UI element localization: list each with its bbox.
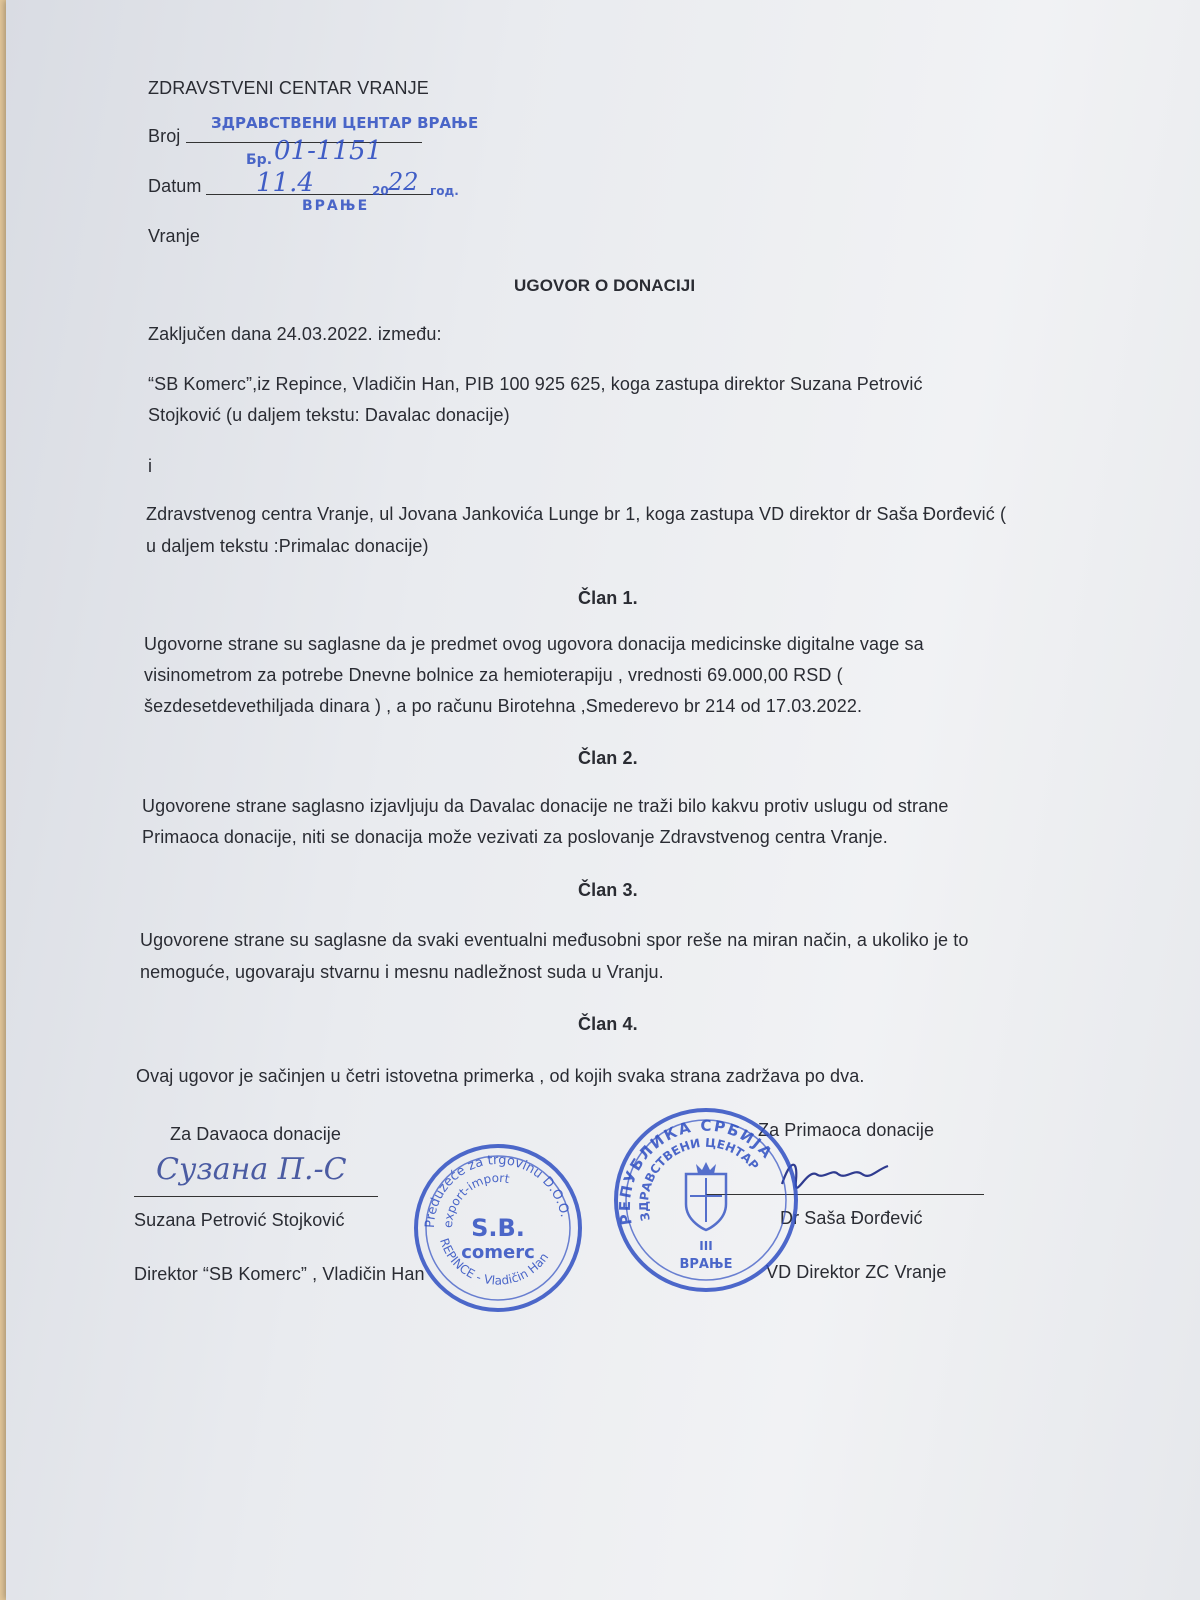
conjunction: i	[148, 456, 153, 476]
zc-stamp-numeral: III	[699, 1239, 713, 1253]
article3-line1: Ugovorene strane su saglasne da svaki eventualni međusobni spor reše na miran način, a ukoliko je to	[140, 930, 969, 950]
article4-heading: Član 4.	[578, 1014, 638, 1034]
sb-stamp-center2: comerc	[461, 1242, 535, 1263]
recipient-name: Dr Saša Đorđević	[780, 1208, 923, 1228]
recipient-for-label: Za Primaoca donacije	[758, 1120, 935, 1140]
article1-line2: visinometrom za potrebe Dnevne bolnice za hemioterapiju , vrednosti 69.000,00 RSD (	[144, 665, 843, 685]
party1-line1: “SB Komerc”,iz Repince, Vladičin Han, PIB 100 925 625, koga zastupa direktor Suzana Petrović	[148, 374, 923, 394]
zc-stamp-outer-text: РЕПУБЛИКА СРБИЈА	[615, 1116, 777, 1227]
registry-stamp-year: 22	[388, 168, 419, 196]
donor-title: Direktor “SB Komerc” , Vladičin Han	[134, 1264, 425, 1284]
datum-label: Datum	[148, 176, 202, 196]
donor-signature: Сузана П.-С	[156, 1152, 347, 1187]
party2-line2: u daljem tekstu :Primalac donacije)	[146, 536, 429, 556]
coat-of-arms-icon	[686, 1162, 726, 1230]
zc-stamp-city: ВРАЊЕ	[679, 1257, 733, 1272]
sb-stamp-inner-text: export-import	[440, 1170, 511, 1229]
intro-text: Zaključen dana 24.03.2022. između:	[148, 324, 442, 344]
donor-signature-line	[134, 1196, 378, 1197]
sb-komerc-stamp	[410, 1140, 586, 1316]
zc-stamp-inner-text: ЗДРАВСТВЕНИ ЦЕНТАР	[636, 1135, 762, 1223]
donor-name: Suzana Petrović Stojković	[134, 1210, 345, 1230]
registry-stamp-institution: ЗДРАВСТВЕНИ ЦЕНТАР ВРАЊЕ	[211, 114, 479, 132]
article1-line1: Ugovorne strane su saglasne da je predmet ovog ugovora donacija medicinske digitalne vage sa	[144, 634, 924, 654]
sb-stamp-bottom-text: REPINCE - Vladičin Han	[437, 1236, 552, 1288]
article2-heading: Član 2.	[578, 748, 638, 768]
article2-line2: Primaoca donacije, niti se donacija može vezivati za poslovanje Zdravstvenog centra Vranje.	[142, 827, 888, 847]
registry-stamp-year-prefix: 20	[372, 184, 389, 198]
registry-stamp-no-prefix: Бр.	[246, 152, 273, 168]
broj-label: Broj	[148, 126, 181, 146]
document-title: UGOVOR O DONACIJI	[514, 276, 696, 295]
donor-for-label: Za Davaoca donacije	[170, 1124, 342, 1144]
registry-stamp-year-word: год.	[430, 184, 459, 198]
article1-heading: Član 1.	[578, 588, 638, 608]
recipient-title: VD Direktor ZC Vranje	[766, 1262, 947, 1282]
party1-line2: Stojković (u daljem tekstu: Davalac donacije)	[148, 405, 510, 425]
city-label: Vranje	[148, 226, 200, 246]
registry-stamp-city: ВРАЊЕ	[302, 198, 370, 214]
institution-header: ZDRAVSTVENI CENTAR VRANJE	[148, 78, 429, 98]
article4-line1: Ovaj ugovor je sačinjen u četri istovetna primerka , od kojih svaka strana zadržava po dva.	[136, 1066, 865, 1086]
zc-vranje-stamp	[610, 1104, 802, 1296]
sb-stamp-center1: S.B.	[471, 1214, 525, 1242]
registry-stamp-date: 11.4	[256, 168, 314, 198]
registry-stamp-number: 01-1151	[274, 136, 383, 166]
article3-line2: nemoguće, ugovaraju stvarnu i mesnu nadležnost suda u Vranju.	[140, 962, 664, 982]
document-page	[6, 0, 1200, 1600]
party2-line1: Zdravstvenog centra Vranje, ul Jovana Jankovića Lunge br 1, koga zastupa VD direktor dr Saša Đorđević (	[146, 504, 1007, 524]
article1-line3: šezdesetdevethiljada dinara ) , a po računu Birotehna ,Smederevo br 214 od 17.03.2022.	[144, 696, 863, 716]
article2-line1: Ugovorene strane saglasno izjavljuju da Davalac donacije ne traži bilo kakvu protiv uslugu od strane	[142, 796, 949, 816]
article3-heading: Član 3.	[578, 880, 638, 900]
sb-stamp-outer-text: Preduzeće za trgovinu D.O.O.	[422, 1152, 573, 1229]
